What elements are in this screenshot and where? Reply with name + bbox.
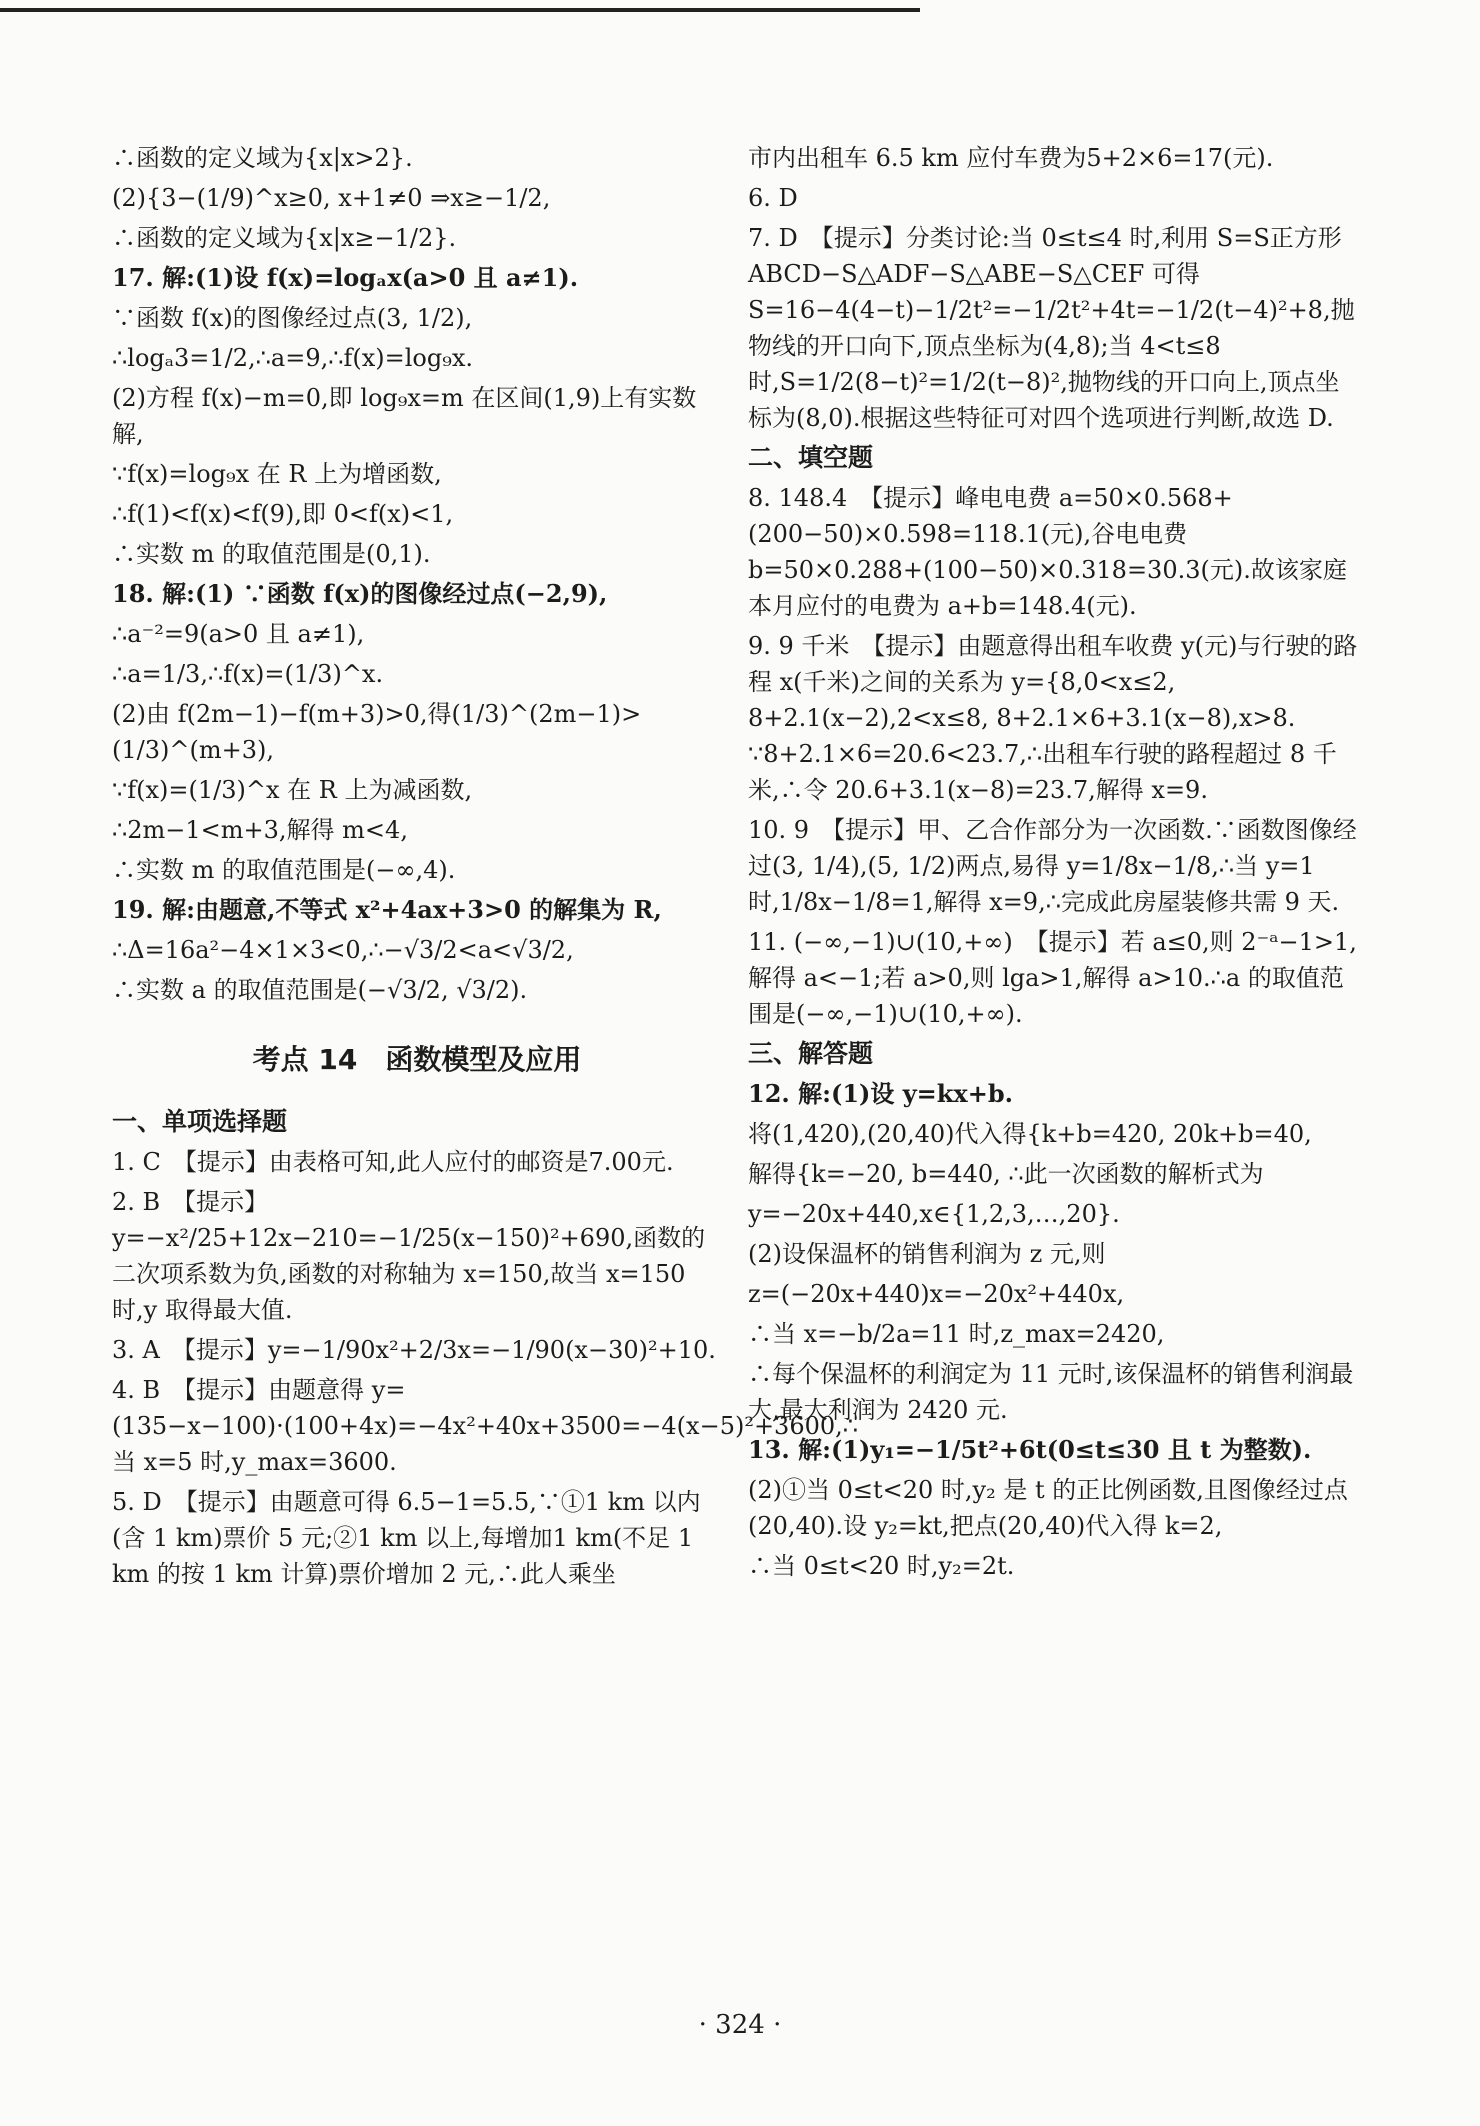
page-number: · 324 · bbox=[698, 2010, 782, 2040]
problem-12-start: 12. 解:(1)设 y=kx+b. bbox=[748, 1079, 1013, 1108]
left-line-17: ∴实数 m 的取值范围是(−∞,4). bbox=[112, 856, 456, 884]
section-single-choice: 一、单项选择题 bbox=[112, 1107, 288, 1136]
right-line-13-3: ∴当 0≤t<20 时,y₂=2t. bbox=[748, 1552, 1015, 1580]
right-line-12-4: y=−20x+440,x∈{1,2,3,…,20}. bbox=[748, 1200, 1120, 1228]
problem-19-start: 19. 解:由题意,不等式 x²+4ax+3>0 的解集为 R, bbox=[112, 895, 662, 924]
answer-11: 11. (−∞,−1)∪(10,+∞) 【提示】若 a≤0,则 2⁻ᵃ−1>1,解得 a<−1;若 a>0,则 lga>1,解得 a>10.∴a 的取值范围是(−∞,−1)∪(10,+∞). bbox=[748, 928, 1357, 1028]
left-line-2: (2){3−(1/9)^x≥0, x+1≠0 ⇒x≥−1/2, bbox=[112, 184, 551, 212]
answer-9: 9. 9 千米 【提示】由题意得出租车收费 y(元)与行驶的路程 x(千米)之间的关系为 y={8,0<x≤2, 8+2.1(x−2),2<x≤8, 8+2.1×6+3.1(x−8),x>8. ∵8+2.1×6=20.6<23.7,∴出租车行驶的路程超过 8 千米,∴令 20.6+3.1(x−8)=23.7,解得 x=9. bbox=[748, 632, 1358, 804]
left-line-12: ∴a⁻²=9(a>0 且 a≠1), bbox=[112, 620, 365, 648]
left-line-8: ∵f(x)=log₉x 在 R 上为增函数, bbox=[112, 460, 442, 488]
left-line-13: ∴a=1/3,∴f(x)=(1/3)^x. bbox=[112, 660, 384, 688]
left-line-16: ∴2m−1<m+3,解得 m<4, bbox=[112, 816, 408, 844]
section-fill-blank: 二、填空题 bbox=[748, 443, 874, 472]
left-line-3: ∴函数的定义域为{x|x≥−1/2}. bbox=[112, 224, 457, 252]
right-line-12-5: (2)设保温杯的销售利润为 z 元,则 bbox=[748, 1240, 1106, 1268]
left-line-10: ∴实数 m 的取值范围是(0,1). bbox=[112, 540, 431, 568]
problem-13-start: 13. 解:(1)y₁=−1/5t²+6t(0≤t≤30 且 t 为整数). bbox=[748, 1435, 1312, 1464]
left-line-19: ∴Δ=16a²−4×1×3<0,∴−√3/2<a<√3/2, bbox=[112, 936, 574, 964]
top-rule bbox=[0, 8, 920, 12]
answer-8: 8. 148.4 【提示】峰电电费 a=50×0.568+(200−50)×0.598=118.1(元),谷电电费 b=50×0.288+(100−50)×0.318=30.3(元).故该家庭本月应付的电费为 a+b=148.4(元). bbox=[748, 484, 1347, 620]
right-line-12-7: ∴当 x=−b/2a=11 时,z_max=2420, bbox=[748, 1320, 1165, 1348]
right-line-12-8: ∴每个保温杯的利润定为 11 元时,该保温杯的销售利润最大,最大利润为 2420 元. bbox=[748, 1360, 1354, 1424]
right-line-13-2: (2)①当 0≤t<20 时,y₂ 是 t 的正比例函数,且图像经过点(20,40).设 y₂=kt,把点(20,40)代入得 k=2, bbox=[748, 1476, 1348, 1540]
left-line-9: ∴f(1)<f(x)<f(9),即 0<f(x)<1, bbox=[112, 500, 454, 528]
answer-5-cont: 市内出租车 6.5 km 应付车费为5+2×6=17(元). bbox=[748, 144, 1274, 172]
left-line-14: (2)由 f(2m−1)−f(m+3)>0,得(1/3)^(2m−1)>(1/3)^(m+3), bbox=[112, 700, 642, 764]
left-line-7: (2)方程 f(x)−m=0,即 log₉x=m 在区间(1,9)上有实数解, bbox=[112, 384, 697, 448]
problem-18-start: 18. 解:(1) ∵函数 f(x)的图像经过点(−2,9), bbox=[112, 579, 608, 608]
right-line-12-2: 将(1,420),(20,40)代入得{k+b=420, 20k+b=40, bbox=[748, 1120, 1312, 1148]
section-solutions: 三、解答题 bbox=[748, 1039, 874, 1068]
left-line-1: ∴函数的定义域为{x|x>2}. bbox=[112, 144, 413, 172]
answer-10: 10. 9 【提示】甲、乙合作部分为一次函数.∵函数图像经过(3, 1/4),(5, 1/2)两点,易得 y=1/8x−1/8,∴当 y=1 时,1/8x−1/8=1,解得 x=9,∴完成此房屋装修共需 9 天. bbox=[748, 816, 1357, 916]
left-line-6: ∴logₐ3=1/2,∴a=9,∴f(x)=log₉x. bbox=[112, 344, 474, 372]
right-line-12-6: z=(−20x+440)x=−20x²+440x, bbox=[748, 1280, 1125, 1308]
answer-7: 7. D 【提示】分类讨论:当 0≤t≤4 时,利用 S=S正方形ABCD−S△ADF−S△ABE−S△CEF 可得 S=16−4(4−t)−1/2t²=−1/2t²+4t=−1/2(t−4)²+8,抛物线的开口向下,顶点坐标为(4,8);当 4<t≤8 时,S=1/2(8−t)²=1/2(t−8)²,抛物线的开口向上,顶点坐标为(8,0).根据这些特征可对四个选项进行判断,故选 D. bbox=[748, 224, 1355, 432]
answer-6: 6. D bbox=[748, 184, 798, 212]
problem-17-start: 17. 解:(1)设 f(x)=logₐx(a>0 且 a≠1). bbox=[112, 263, 579, 292]
answer-5: 5. D 【提示】由题意可得 6.5−1=5.5,∵①1 km 以内(含 1 km)票价 5 元;②1 km 以上,每增加1 km(不足 1 km 的按 1 km 计算)票价增加 2 元,∴此人乘坐 bbox=[112, 1488, 701, 1588]
left-line-15: ∵f(x)=(1/3)^x 在 R 上为减函数, bbox=[112, 776, 473, 804]
answer-2: 2. B 【提示】y=−x²/25+12x−210=−1/25(x−150)²+690,函数的二次项系数为负,函数的对称轴为 x=150,故当 x=150 时,y 取得最大值. bbox=[112, 1188, 706, 1324]
answer-4: 4. B 【提示】由题意得 y=(135−x−100)·(100+4x)=−4x²+40x+3500=−4(x−5)²+3600,∴当 x=5 时,y_max=3600. bbox=[112, 1376, 859, 1476]
right-column bbox=[748, 140, 1358, 1588]
answer-1: 1. C 【提示】由表格可知,此人应付的邮资是7.00元. bbox=[112, 1148, 674, 1176]
answer-3: 3. A 【提示】y=−1/90x²+2/3x=−1/90(x−30)²+10. bbox=[112, 1336, 716, 1364]
left-line-20: ∴实数 a 的取值范围是(−√3/2, √3/2). bbox=[112, 976, 528, 1004]
topic-title: 考点 14 函数模型及应用 bbox=[252, 1043, 582, 1076]
right-line-12-3: 解得{k=−20, b=440, ∴此一次函数的解析式为 bbox=[748, 1160, 1264, 1188]
left-line-5: ∵函数 f(x)的图像经过点(3, 1/2), bbox=[112, 304, 473, 332]
